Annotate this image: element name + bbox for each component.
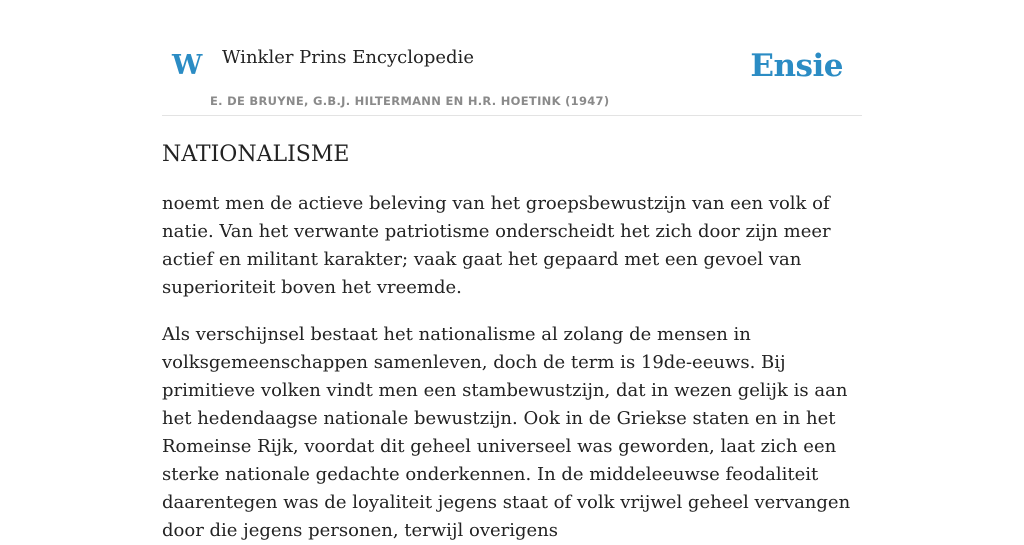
page [162,0,862,545]
article-paragraph: Als verschijnsel bestaat het nationalisme al zolang de mensen in volksgemeenschappen samenleven, doch de term is 19de-eeuws. Bij primitieve volken vindt men een stambewustzijn, dat in wezen gelijk is aan het hedendaagse nationale bewustzijn. Ook in de Griekse staten en in het Romeinse Rijk, voordat dit geheel universeel was geworden, laat zich een sterke nationale gedachte onderkennen. In de middeleeuwse feodaliteit daarentegen was de loyaliteit jegens staat of volk vrijwel geheel vervangen door die jegens personen, terwijl overigens [162,324,851,542]
article-title: NATIONALISME [162,142,350,167]
article-paragraph: noemt men de actieve beleving van het groepsbewustzijn van een volk of natie. Van het verwante patriotisme onderscheidt het zich door zijn meer actief en militant karakter; vaak gaat het gepaard met een gevoel van superioriteit boven het vreemde. [162,193,831,299]
ensie-logo[interactable]: Ensie [750,48,843,84]
source-title[interactable]: Winkler Prins Encyclopedie [222,47,474,68]
source-logo[interactable]: W [172,50,203,81]
source-authors: E. DE BRUYNE, G.B.J. HILTERMANN EN H.R. HOETINK (1947) [210,94,610,108]
source-header [162,0,862,116]
